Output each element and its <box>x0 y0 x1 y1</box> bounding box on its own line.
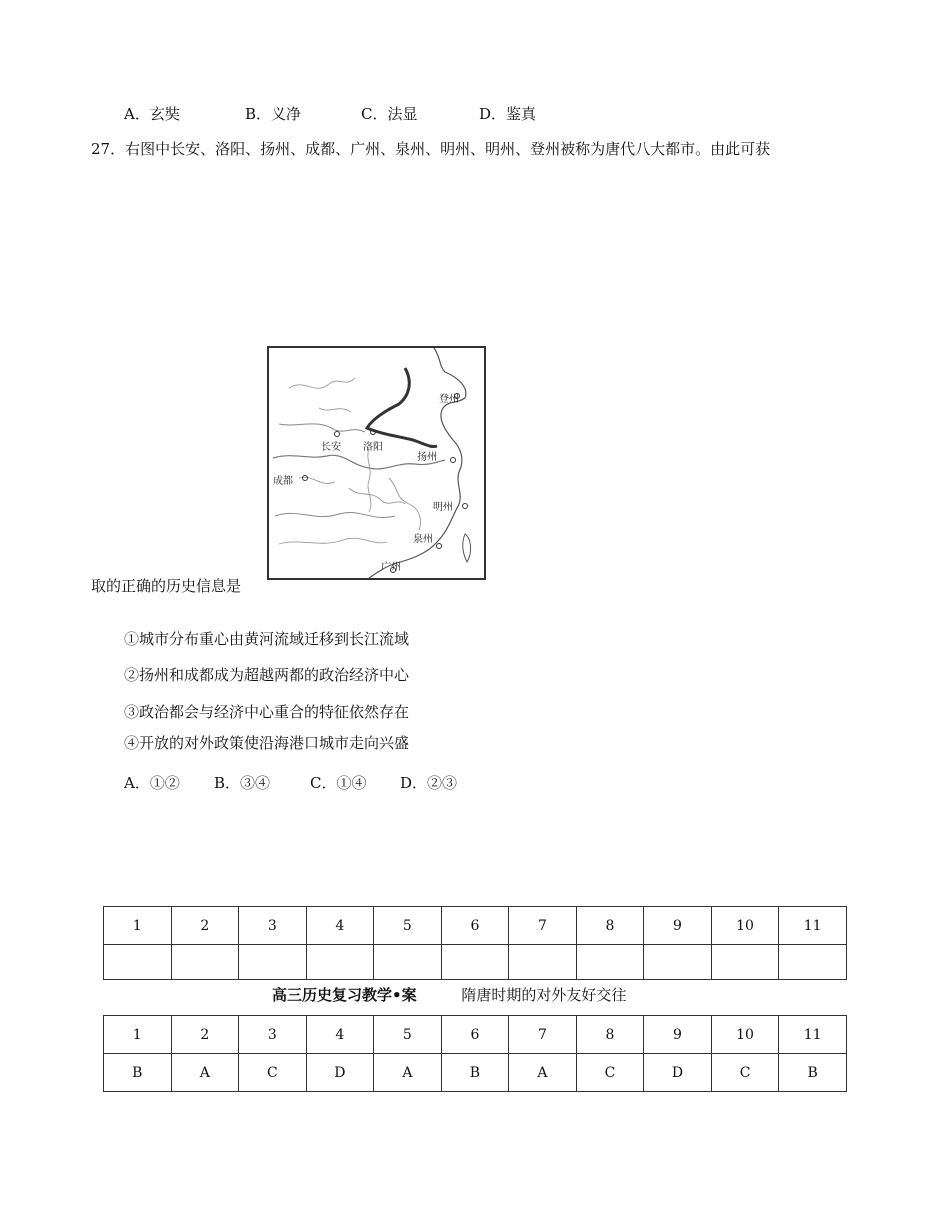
answer-key-table <box>103 1015 847 1092</box>
number-cell: 3 <box>239 907 307 945</box>
q27-stem-line1: 27．右图中长安、洛阳、扬州、成都、广州、泉州、明州、明州、登州被称为唐代八大都市。由此可获 <box>91 140 771 158</box>
blank-answer-cell[interactable] <box>644 945 712 980</box>
blank-answer-cell[interactable] <box>306 945 374 980</box>
number-cell: 5 <box>374 1016 442 1054</box>
q27-option-c: C．①④ <box>310 774 367 792</box>
number-cell: 2 <box>171 1016 239 1054</box>
blank-answer-cell[interactable] <box>711 945 779 980</box>
q26-option-b: B．义净 <box>245 105 302 123</box>
number-cell: 10 <box>711 1016 779 1054</box>
blank-table-answer-row <box>104 945 847 980</box>
map-drawing <box>269 348 484 578</box>
blank-answer-cell[interactable] <box>576 945 644 980</box>
number-cell: 4 <box>306 1016 374 1054</box>
answer-cell: A <box>374 1054 442 1092</box>
answer-cell: B <box>104 1054 172 1092</box>
blank-answer-cell[interactable] <box>374 945 442 980</box>
q27-stem-line2: 取的正确的历史信息是 <box>91 577 242 595</box>
blank-answer-table <box>103 906 847 980</box>
number-cell: 9 <box>644 1016 712 1054</box>
blank-answer-cell[interactable] <box>171 945 239 980</box>
number-cell: 2 <box>171 907 239 945</box>
answer-cell: D <box>306 1054 374 1092</box>
q26-option-d: D．鉴真 <box>479 105 537 123</box>
number-cell: 10 <box>711 907 779 945</box>
city-mingzhou: 明州 <box>433 502 453 513</box>
blank-answer-cell[interactable] <box>104 945 172 980</box>
number-cell: 1 <box>104 1016 172 1054</box>
answer-cell: B <box>441 1054 509 1092</box>
number-cell: 6 <box>441 907 509 945</box>
number-cell: 8 <box>576 1016 644 1054</box>
answer-key-title: 高三历史复习教学•案 <box>272 986 417 1004</box>
number-cell: 7 <box>509 1016 577 1054</box>
q27-statement-1: ①城市分布重心由黄河流域迁移到长江流域 <box>124 630 410 648</box>
number-cell: 3 <box>239 1016 307 1054</box>
q27-option-a: A．①② <box>124 774 180 792</box>
answer-cell: C <box>711 1054 779 1092</box>
number-cell: 5 <box>374 907 442 945</box>
answer-table-number-row <box>104 1016 847 1054</box>
number-cell: 9 <box>644 907 712 945</box>
city-changan: 长安 <box>321 442 341 453</box>
city-luoyang: 洛阳 <box>363 442 383 453</box>
blank-answer-cell[interactable] <box>509 945 577 980</box>
q26-option-a: A．玄奘 <box>124 105 180 123</box>
number-cell: 8 <box>576 907 644 945</box>
city-chengdu: 成都 <box>273 476 293 487</box>
number-cell: 7 <box>509 907 577 945</box>
tang-cities-map <box>267 346 486 580</box>
blank-answer-cell[interactable] <box>239 945 307 980</box>
blank-answer-cell[interactable] <box>441 945 509 980</box>
q27-option-b: B．③④ <box>214 774 271 792</box>
answer-cell: C <box>576 1054 644 1092</box>
city-yangzhou: 扬州 <box>417 452 437 463</box>
answer-key-subtitle: 隋唐时期的对外友好交往 <box>461 986 627 1004</box>
q27-statement-4: ④开放的对外政策使沿海港口城市走向兴盛 <box>124 734 410 752</box>
number-cell: 1 <box>104 907 172 945</box>
number-cell: 4 <box>306 907 374 945</box>
answer-table-answer-row <box>104 1054 847 1092</box>
answer-cell: D <box>644 1054 712 1092</box>
answer-cell: A <box>171 1054 239 1092</box>
answer-cell: B <box>779 1054 847 1092</box>
number-cell: 11 <box>779 907 847 945</box>
city-quanzhou: 泉州 <box>413 534 433 545</box>
number-cell: 6 <box>441 1016 509 1054</box>
answer-cell: A <box>509 1054 577 1092</box>
blank-table-number-row <box>104 907 847 945</box>
q27-statement-3: ③政治都会与经济中心重合的特征依然存在 <box>124 703 410 721</box>
answer-key-heading <box>272 984 626 1005</box>
q27-option-d: D．②③ <box>400 774 458 792</box>
q26-option-c: C．法显 <box>361 105 418 123</box>
blank-answer-cell[interactable] <box>779 945 847 980</box>
q27-statement-2: ②扬州和成都成为超越两都的政治经济中心 <box>124 666 410 684</box>
city-guangzhou: 广州 <box>381 562 401 573</box>
number-cell: 11 <box>779 1016 847 1054</box>
city-dengzhou: 登州 <box>439 394 459 405</box>
answer-cell: C <box>239 1054 307 1092</box>
